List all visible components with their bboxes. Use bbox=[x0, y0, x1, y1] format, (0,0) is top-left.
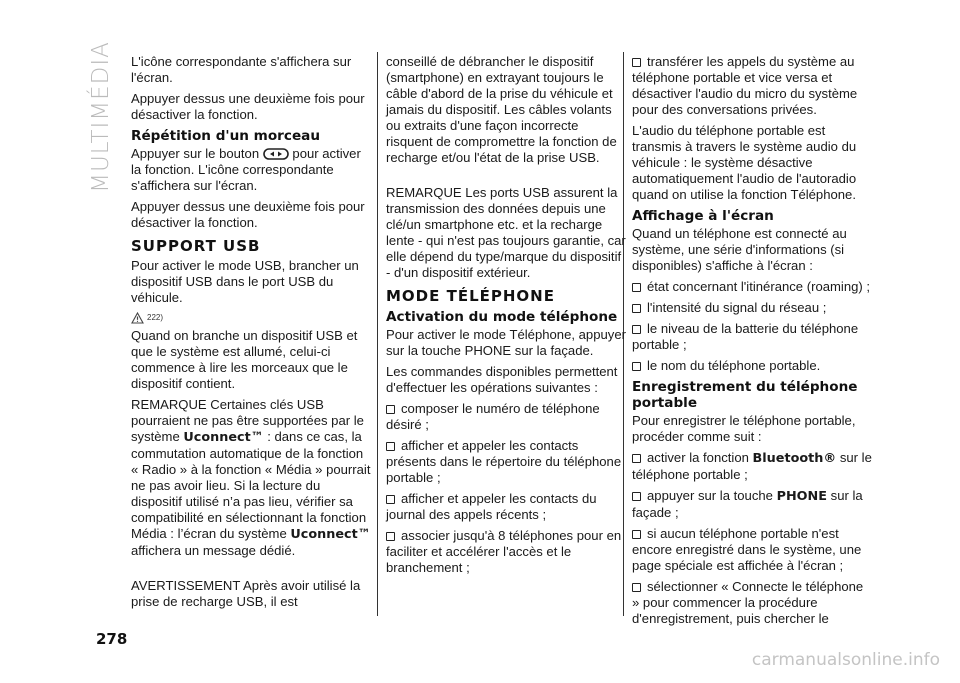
checkbox-bullet-icon bbox=[386, 532, 395, 541]
list-item-text: si aucun téléphone portable n'est encore enregistré dans le système, une page spéciale est affichée à l'écran ; bbox=[632, 526, 862, 573]
list-item-text: afficher et appeler les contacts du journal des appels récents ; bbox=[386, 491, 597, 522]
spacer bbox=[386, 171, 626, 185]
text: sur le téléphone portable ; bbox=[632, 450, 872, 482]
checkbox-bullet-icon bbox=[632, 530, 641, 539]
list-item-text: le nom du téléphone portable. bbox=[647, 358, 821, 373]
text: : dans ce cas, la commutation automatique de la fonction « Radio » à la fonction « Média » pourrait ne pas avoir lieu. Si la lecture du dispositif utilisé n’a pas lieu, vérifier sa compatibilité en sélectionnant la fonction Média : l’écran du système bbox=[131, 429, 371, 541]
heading-repeat: Répétition d'un morceau bbox=[131, 128, 321, 144]
paragraph: Pour enregistrer le téléphone portable, procéder comme suit : bbox=[632, 413, 856, 444]
list-item bbox=[632, 579, 872, 627]
checkbox-bullet-icon bbox=[632, 283, 641, 292]
list-item bbox=[632, 488, 872, 521]
paragraph: Quand on branche un dispositif USB et que le système est allumé, celui-ci commence à lire les morceaux que le dispositif contient. bbox=[131, 328, 358, 391]
list-item bbox=[632, 358, 872, 374]
text: affichera un message dédié. bbox=[131, 543, 296, 558]
paragraph: AVERTISSEMENT Après avoir utilisé la prise de recharge USB, il est bbox=[131, 578, 361, 609]
watermark: carmanualsonline.info bbox=[751, 650, 940, 670]
checkbox-bullet-icon bbox=[632, 325, 641, 334]
checkbox-bullet-icon bbox=[386, 495, 395, 504]
section-side-title-text: MULTIMÉDIA bbox=[88, 41, 115, 193]
text: pour activer la fonction. L'icône correspondante s'affichera sur l'écran. bbox=[131, 146, 361, 193]
text: activer la fonction bbox=[647, 450, 749, 465]
checkbox-bullet-icon bbox=[632, 454, 641, 463]
list-item bbox=[386, 528, 626, 576]
warning-reference bbox=[131, 311, 371, 324]
list-item bbox=[632, 54, 872, 118]
list-item bbox=[632, 450, 872, 483]
paragraph: conseillé de débrancher le dispositif (smartphone) en extrayant toujours le câble d'abord de la prise du véhicule et jamais du dispositif. Les câbles volants ou extraits d'une façon incorrecte risquent de compromettre la fonction de recharge et/ou l'état de la prise USB. bbox=[386, 54, 617, 165]
list-item bbox=[386, 401, 626, 433]
list-item-text: le niveau de la batterie du téléphone portable ; bbox=[632, 321, 859, 352]
list-item-text: sélectionner « Connecte le téléphone » pour commencer la procédure d'enregistrement, puis chercher le bbox=[632, 579, 864, 626]
checkbox-bullet-icon bbox=[632, 492, 641, 501]
checkbox-bullet-icon bbox=[632, 583, 641, 592]
checkbox-bullet-icon bbox=[632, 58, 641, 67]
list-item bbox=[632, 526, 872, 574]
section-side-title bbox=[86, 41, 116, 193]
column-divider-1 bbox=[377, 52, 378, 616]
heading-display: Affichage à l'écran bbox=[632, 208, 774, 224]
column-2 bbox=[386, 54, 626, 581]
list-item-text: afficher et appeler les contacts présents dans le répertoire du téléphone portable ; bbox=[386, 438, 622, 485]
warning-triangle-icon bbox=[131, 312, 144, 324]
paragraph bbox=[131, 397, 371, 559]
list-item bbox=[632, 279, 872, 295]
column-3 bbox=[632, 54, 872, 632]
paragraph: Pour activer le mode Téléphone, appuyer sur la touche PHONE sur la façade. bbox=[386, 327, 626, 358]
paragraph: Les commandes disponibles permettent d'effectuer les opérations suivantes : bbox=[386, 364, 618, 395]
checkbox-bullet-icon bbox=[632, 362, 641, 371]
bold-term: Bluetooth® bbox=[752, 451, 837, 466]
checkbox-bullet-icon bbox=[386, 442, 395, 451]
list-item bbox=[632, 321, 872, 353]
paragraph: Appuyer dessus une deuxième fois pour désactiver la fonction. bbox=[131, 199, 365, 230]
checkbox-bullet-icon bbox=[632, 304, 641, 313]
text: REMARQUE Certaines clés USB pourraient ne pas être supportées par le système bbox=[131, 397, 364, 444]
list-item-text: associer jusqu'à 8 téléphones pour en faciliter et accélérer l'accès et le branchement ; bbox=[386, 528, 622, 575]
bullet-list bbox=[386, 401, 626, 576]
heading-usb-support: SUPPORT USB bbox=[131, 237, 261, 255]
text: appuyer sur la touche bbox=[647, 488, 773, 503]
brand-name: Uconnect™ bbox=[290, 527, 371, 542]
paragraph: Pour activer le mode USB, brancher un dispositif USB dans le port USB du véhicule. bbox=[131, 258, 359, 305]
list-item bbox=[386, 438, 626, 486]
heading-register: Enregistrement du téléphone portable bbox=[632, 379, 858, 411]
list-item bbox=[386, 491, 626, 523]
paragraph: REMARQUE Les ports USB assurent la transmission des données depuis une clé/un smartphone etc. et la recharge lente - qui n'est pas toujours garantie, car elle dépend du type/marque du dispositif - d'un dispositif extérieur. bbox=[386, 185, 626, 280]
heading-activation: Activation du mode téléphone bbox=[386, 309, 618, 325]
paragraph bbox=[131, 146, 371, 194]
bold-term: PHONE bbox=[776, 489, 827, 504]
paragraph: Quand un téléphone est connecté au système, une série d'informations (si disponibles) s'affiche à l'écran : bbox=[632, 226, 847, 273]
text: sur la façade ; bbox=[632, 488, 863, 520]
paragraph: L'icône correspondante s'affichera sur l'écran. bbox=[131, 54, 352, 85]
warning-ref-number: 222) bbox=[147, 312, 164, 322]
page-number: 278 bbox=[96, 630, 128, 648]
repeat-toggle-icon bbox=[263, 148, 289, 160]
paragraph: Appuyer dessus une deuxième fois pour désactiver la fonction. bbox=[131, 91, 365, 122]
list-item-text: composer le numéro de téléphone désiré ; bbox=[386, 401, 600, 432]
list-item-text: l'intensité du signal du réseau ; bbox=[647, 300, 827, 315]
paragraph: L'audio du téléphone portable est transmis à travers le système audio du véhicule : le système désactive automatiquement l'audio de l'autoradio quand on utilise la fonction Téléphone. bbox=[632, 123, 857, 202]
checkbox-bullet-icon bbox=[386, 405, 395, 414]
column-1 bbox=[131, 54, 371, 615]
text: Appuyer sur le bouton bbox=[131, 146, 260, 161]
spacer bbox=[131, 564, 371, 578]
list-item bbox=[632, 300, 872, 316]
list-item-text: état concernant l'itinérance (roaming) ; bbox=[647, 279, 871, 294]
heading-phone-mode: MODE TÉLÉPHONE bbox=[386, 287, 555, 305]
brand-name: Uconnect™ bbox=[183, 430, 264, 445]
list-item-text: transférer les appels du système au téléphone portable et vice versa et désactiver l'audio du micro du système pour des conversations privées. bbox=[632, 54, 858, 117]
